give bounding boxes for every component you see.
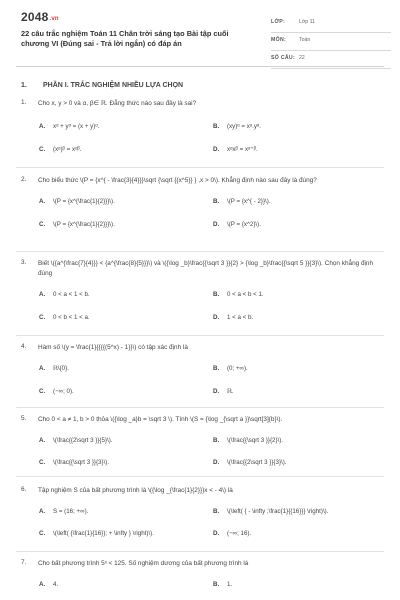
option-text: \(P = {x^{\frac{1}{2}}}\). xyxy=(53,221,115,228)
answer-options xyxy=(39,186,386,232)
question-stem: Cho 0 < a ≠ 1, b > 0 thỏa \({\log _a}b = \sqrt 3 \). Tính \(S = {\log _{\sqrt a }}\sqrt[3]{b}\). xyxy=(38,416,283,423)
option-letter: C. xyxy=(39,314,46,321)
option-text: (xy)ᵅ = xᵅ.yᵅ. xyxy=(227,123,261,130)
answer-options xyxy=(39,109,386,155)
option-letter: A. xyxy=(39,198,46,205)
meta-key: LỚP: xyxy=(271,19,285,25)
option-text: xᵅ + yᵅ = (x + y)ᵅ. xyxy=(53,123,100,130)
option-letter: A. xyxy=(39,581,46,588)
option-b[interactable] xyxy=(213,437,283,444)
option-text: xᵅxᵝ = xᵅ⁺ᵝ. xyxy=(227,146,258,153)
meta-row-subject xyxy=(271,33,391,51)
option-d[interactable] xyxy=(213,146,258,153)
option-a[interactable] xyxy=(39,437,113,444)
question-number: 6. xyxy=(21,486,27,493)
option-letter: D. xyxy=(213,314,220,321)
divider xyxy=(16,476,384,477)
section-title: PHẦN I. TRẮC NGHIỆM NHIỀU LỰA CHỌN xyxy=(43,82,184,89)
question-number: 3. xyxy=(21,259,27,266)
option-text: ℝ\{0}. xyxy=(53,365,69,372)
option-letter: C. xyxy=(39,221,46,228)
option-a[interactable] xyxy=(39,198,115,205)
option-text: (−∞; 16). xyxy=(227,530,252,537)
section-heading xyxy=(21,82,183,89)
option-b[interactable] xyxy=(213,291,264,298)
question-number: 2. xyxy=(21,176,27,183)
option-letter: B. xyxy=(213,198,220,205)
meta-row-count xyxy=(271,51,391,69)
option-text: S = (16; +∞). xyxy=(53,508,89,515)
option-d[interactable] xyxy=(213,459,287,466)
option-letter: D. xyxy=(213,221,220,228)
option-text: \(\frac{{\sqrt 3 }}{2}\). xyxy=(227,437,284,444)
option-text: 0 < a < b < 1. xyxy=(227,291,264,298)
option-a[interactable] xyxy=(39,123,99,130)
option-letter: A. xyxy=(39,508,46,515)
question-number: 4. xyxy=(21,343,27,350)
page-header xyxy=(16,0,384,67)
option-b[interactable] xyxy=(213,198,271,205)
option-a[interactable] xyxy=(39,291,90,298)
question-stem: Tập nghiệm S của bất phương trình là \({\log _{\frac{1}{2}}}x < - 4\) là xyxy=(38,487,233,494)
question-number: 5. xyxy=(21,415,27,422)
option-a[interactable] xyxy=(39,508,88,515)
option-text: \(P = {x^{ - 2}}\). xyxy=(227,198,271,205)
option-text: \(\left( {\frac{1}{16}}; + \infty } \right)\). xyxy=(53,530,154,537)
option-letter: B. xyxy=(213,365,220,372)
option-text: \(P = {x^{\frac{1}{2}}}\). xyxy=(53,198,115,205)
question-4 xyxy=(21,343,386,399)
option-letter: B. xyxy=(213,508,220,515)
question-stem: Hàm số \(y = \frac{1}{{{{(5^x) - 1}}\) có tập xác định là xyxy=(38,344,188,351)
option-text: 1 < a < b. xyxy=(227,314,254,321)
option-a[interactable] xyxy=(39,581,58,588)
option-text: \(\frac{{2\sqrt 3 }}{5}\). xyxy=(53,437,113,444)
answer-options xyxy=(39,569,386,599)
meta-value: 22 xyxy=(299,55,305,61)
option-text: (0; +∞). xyxy=(227,365,248,372)
meta-value: Lớp 11 xyxy=(299,19,315,25)
option-letter: A. xyxy=(39,365,46,372)
option-d[interactable] xyxy=(213,388,234,395)
option-letter: D. xyxy=(213,459,220,466)
answer-options xyxy=(39,496,386,542)
option-d[interactable] xyxy=(213,221,261,228)
divider xyxy=(16,167,384,168)
question-stem: Cho biểu thức \(P = {x^{ - \frac{3}{4}}}\sqrt {\sqrt {{x^5}} } ,x > 0\). Khẳng định nào sau đây là đúng? xyxy=(38,177,317,184)
question-1 xyxy=(21,99,386,155)
option-c[interactable] xyxy=(39,146,82,153)
option-text: \(\frac{{\sqrt 3 }}{3}\). xyxy=(53,459,110,466)
option-text: \(\left( { - \infty ;\frac{1}{{16}}} \right)\). xyxy=(227,508,329,515)
question-stem: Cho bất phương trình 5ˣ < 125. Số nghiệm dương của bất phương trình là xyxy=(38,560,249,567)
answer-options xyxy=(39,353,386,399)
section-number: 1. xyxy=(21,82,27,89)
question-stem: Cho x, y > 0 và α, β∈ ℝ. Đẳng thức nào sau đây là sai? xyxy=(38,100,197,107)
option-c[interactable] xyxy=(39,221,115,228)
meta-table xyxy=(271,15,391,69)
option-c[interactable] xyxy=(39,388,74,395)
question-number: 1. xyxy=(21,99,27,106)
option-b[interactable] xyxy=(213,508,328,515)
option-letter: A. xyxy=(39,123,46,130)
option-c[interactable] xyxy=(39,530,154,537)
question-stem: Biết \({a^{\frac{7}{4}}} < {a^{\frac{8}{5}}}\) và \({\log _b}\frac{{\sqrt 3 }}{2} > {\log _b}\frac{{\sqrt 5 }}{3}\). Chọn khẳng định đúng xyxy=(38,260,374,277)
option-text: 0 < a < 1 < b. xyxy=(53,291,90,298)
question-3 xyxy=(21,259,386,325)
option-letter: C. xyxy=(39,530,46,537)
option-d[interactable] xyxy=(213,530,251,537)
meta-key: MÔN: xyxy=(271,37,287,43)
logo-suffix: .vn xyxy=(49,16,59,22)
option-c[interactable] xyxy=(39,459,109,466)
question-6 xyxy=(21,486,386,542)
option-letter: A. xyxy=(39,291,46,298)
question-2 xyxy=(21,176,386,232)
option-letter: C. xyxy=(39,146,46,153)
question-number: 7. xyxy=(21,559,27,566)
option-text: \(P = {x^2}\). xyxy=(227,221,261,228)
divider xyxy=(16,551,384,552)
option-letter: A. xyxy=(39,437,46,444)
option-text: 4. xyxy=(53,581,59,588)
option-letter: C. xyxy=(39,388,46,395)
question-7 xyxy=(21,559,386,599)
option-letter: B. xyxy=(213,291,220,298)
divider xyxy=(16,407,384,408)
answer-options xyxy=(39,279,386,325)
document-title: 22 câu trắc nghiệm Toán 11 Chân trời sáng tạo Bài tập cuối chương VI (Đúng sai - Trả lời ngắn) có đáp án xyxy=(21,29,229,48)
option-text: 1. xyxy=(227,581,233,588)
option-d[interactable] xyxy=(213,314,253,321)
option-text: ℝ. xyxy=(227,388,234,395)
site-logo[interactable] xyxy=(21,10,59,24)
option-text: 0 < b < 1 < a. xyxy=(53,314,90,321)
option-letter: D. xyxy=(213,388,220,395)
option-letter: B. xyxy=(213,437,220,444)
option-text: (xᵅ)ᵝ = xᵅᵝ. xyxy=(53,146,82,153)
divider xyxy=(16,335,384,336)
option-a[interactable] xyxy=(39,365,69,372)
logo-text: 2048 xyxy=(21,10,49,24)
question-5 xyxy=(21,415,386,471)
divider xyxy=(16,251,384,252)
option-c[interactable] xyxy=(39,314,90,321)
option-text: \(\frac{{2\sqrt 3 }}{3}\). xyxy=(227,459,287,466)
option-b[interactable] xyxy=(213,365,248,372)
option-letter: B. xyxy=(213,581,220,588)
option-letter: C. xyxy=(39,459,46,466)
option-letter: D. xyxy=(213,530,220,537)
option-letter: D. xyxy=(213,146,220,153)
meta-row-class xyxy=(271,15,391,33)
option-letter: B. xyxy=(213,123,220,130)
meta-key: SỐ CÂU: xyxy=(271,55,296,61)
option-b[interactable] xyxy=(213,123,261,130)
option-b[interactable] xyxy=(213,581,232,588)
meta-value: Toán xyxy=(299,37,311,43)
option-text: (−∞; 0). xyxy=(53,388,74,395)
answer-options xyxy=(39,425,386,471)
